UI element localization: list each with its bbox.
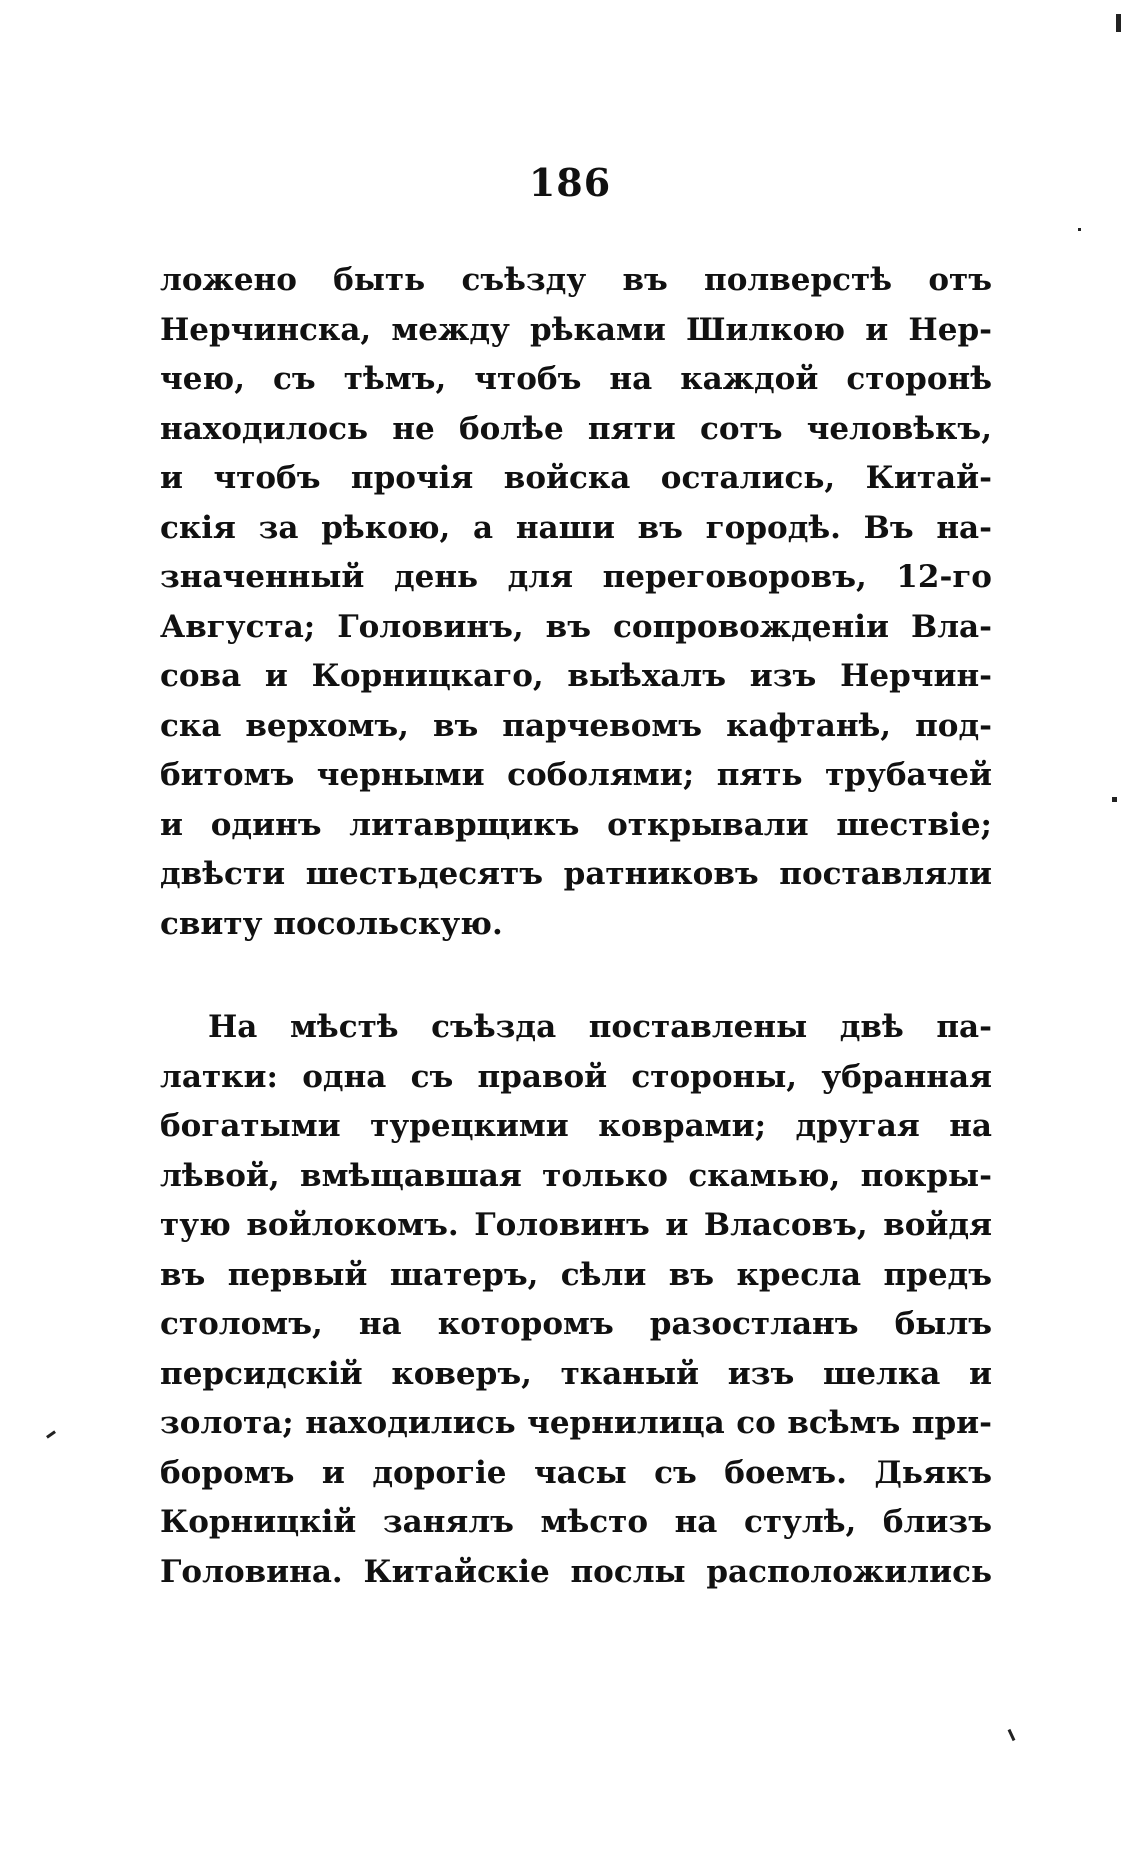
text-line: и одинъ литаврщикъ открывали шествіе; [160, 806, 992, 843]
text-line: Августа; Головинъ, въ сопровожденіи Вла- [160, 608, 992, 645]
text-line: персидскій коверъ, тканый изъ шелка и [160, 1355, 992, 1392]
text-line: Корницкій занялъ мѣсто на стулѣ, близъ [160, 1504, 992, 1540]
text-line: ложено быть съѣзду въ полверстѣ отъ [160, 262, 992, 298]
text-line: ска верхомъ, въ парчевомъ кафтанѣ, под- [160, 707, 992, 744]
paragraph-2 [160, 1003, 992, 1597]
text-line: боромъ и дорогіе часы съ боемъ. Дьякъ [160, 1454, 992, 1491]
text-line: богатыми турецкими коврами; другая на [160, 1108, 992, 1144]
text-line: Головина. Китайскіе послы расположились [160, 1553, 992, 1590]
text-line: лѣвой, вмѣщавшая только скамью, покры- [160, 1157, 992, 1194]
text-line: и чтобъ прочія войска остались, Китай- [160, 460, 992, 496]
scan-speck [1078, 228, 1081, 231]
text-line: На мѣстѣ съѣзда поставлены двѣ па- [208, 1009, 992, 1045]
text-line: битомъ черными соболями; пять трубачей [160, 757, 992, 793]
paragraph-1 [160, 256, 992, 949]
page-number: 186 [528, 160, 612, 205]
text-line: въ первый шатеръ, сѣли въ кресла предъ [160, 1256, 992, 1293]
scan-speck [1112, 797, 1117, 802]
scan-speck [1116, 14, 1121, 32]
text-line: столомъ, на которомъ разостланъ былъ [160, 1306, 992, 1342]
text-line: сова и Корницкаго, выѣхалъ изъ Нерчин- [160, 658, 992, 694]
scan-speck [1008, 1729, 1016, 1741]
text-line: Нерчинска, между рѣками Шилкою и Нер- [160, 311, 992, 348]
text-line: двѣсти шестьдесятъ ратниковъ поставляли [160, 856, 992, 892]
text-line: находилось не болѣе пяти сотъ человѣкъ, [160, 410, 992, 447]
text-line: тую войлокомъ. Головинъ и Власовъ, войдя [160, 1207, 992, 1243]
text-line: золота; находились чернилица со всѣмъ при- [160, 1405, 992, 1441]
scan-speck [46, 1430, 56, 1438]
text-line: скія за рѣкою, а наши въ городѣ. Въ на- [160, 509, 992, 546]
text-line: латки: одна съ правой стороны, убранная [160, 1058, 992, 1095]
text-line: значенный день для переговоровъ, 12-го [160, 559, 992, 595]
text-line: свиту посольскую. [160, 905, 503, 942]
text-line: чею, съ тѣмъ, чтобъ на каждой сторонѣ [160, 361, 992, 397]
